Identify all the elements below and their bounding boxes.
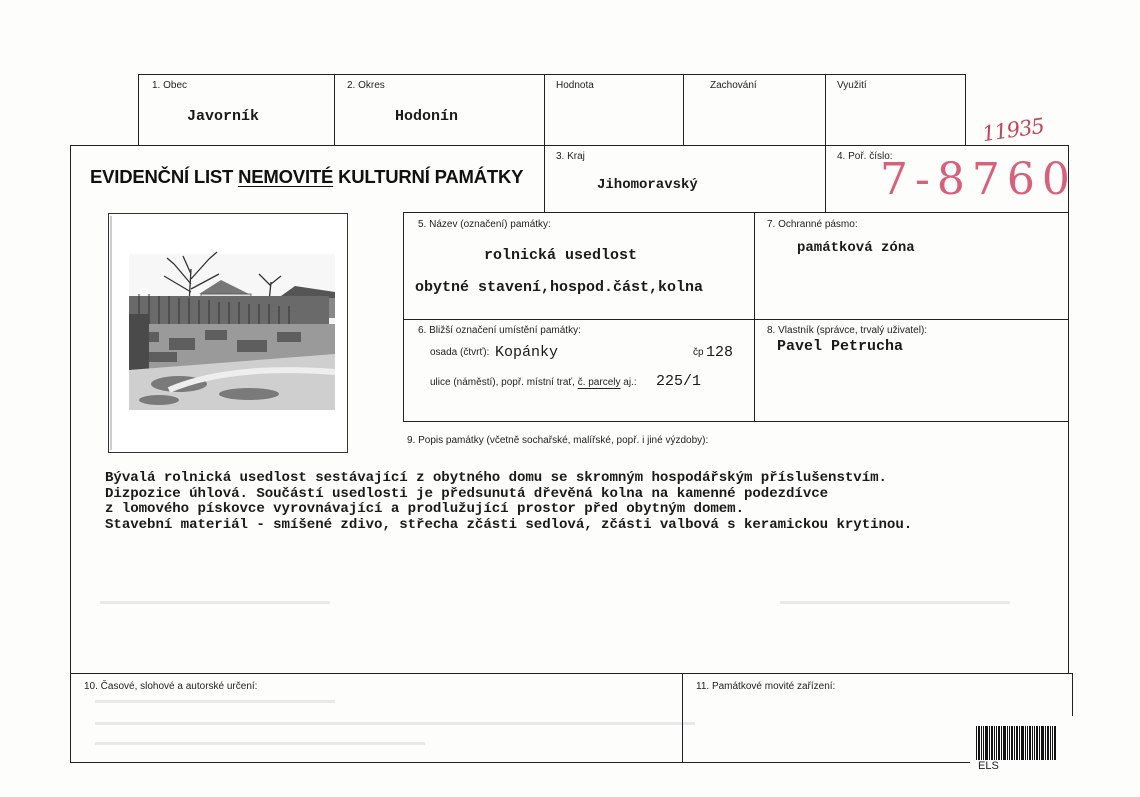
casove-label: 10. Časové, slohové a autorské určení: [84, 681, 258, 692]
page-title [90, 166, 523, 188]
vlastnik-label: 8. Vlastník (správce, trvalý uživatel): [767, 325, 928, 336]
photo-image [109, 214, 347, 452]
ochranne-pasmo-label: 7. Ochranné pásmo: [767, 219, 858, 230]
popis-line-2: Dizpozice úhlová. Součástí usedlosti je předsunutá dřevěná kolna na kamenné podezdívce [105, 485, 829, 502]
okres-label: 2. Okres [347, 80, 385, 91]
obec-label: 1. Obec [152, 80, 188, 91]
barcode-label [970, 716, 1080, 776]
ulice-label [430, 377, 637, 388]
ulice-label-c: aj.: [620, 377, 637, 388]
nazev-line2: obytné stavení,hospod.část,kolna [415, 279, 704, 296]
hodnota-label: Hodnota [556, 80, 594, 91]
por-cislo-stamp: 7-8760 [880, 154, 1077, 205]
cp-label: čp [693, 347, 704, 358]
osada-value: Kopánky [495, 344, 559, 361]
vyuziti-label: Využití [837, 80, 867, 91]
monument-photo [108, 213, 348, 453]
popis-line-4: Stavební materiál - smíšené zdivo, střecha zčásti sedlová, zčásti valbová s keramickou krytinou. [105, 516, 913, 533]
barcode-text: ELS [978, 760, 999, 772]
kraj-label: 3. Kraj [556, 151, 585, 162]
vlastnik-value: Pavel Petrucha [777, 338, 904, 355]
umisteni-label: 6. Bližší označení umístění památky: [418, 325, 581, 336]
parcela-value: 225/1 [656, 373, 702, 390]
okres-value: Hodonín [395, 108, 459, 125]
cp-value: 128 [706, 344, 734, 361]
movite-label: 11. Památkové movité zařízení: [696, 681, 836, 692]
nazev-line1: rolnická usedlost [484, 247, 638, 264]
popis-line-3: z lomového pískovce vyrovnávající a prodlužující prostor před obytným domem. [105, 501, 744, 517]
popis-text [105, 471, 912, 533]
ulice-label-b: č. parcely [577, 377, 621, 388]
handwritten-number: 11935 [980, 113, 1046, 147]
kraj-value: Jihomoravský [597, 177, 698, 193]
popis-line-1: Bývalá rolnická usedlost sestávající z obytného domu se skromným hospodářským příslušenstvím. [105, 470, 887, 486]
title-part1: EVIDENČNÍ LIST [90, 166, 239, 187]
osada-label: osada (čtvrť): [430, 347, 490, 358]
ulice-label-a: ulice (náměstí), popř. místní trať, [430, 377, 578, 388]
por-cislo-label: 4. Poř. číslo: [837, 151, 893, 162]
nazev-label: 5. Název (označení) památky: [418, 219, 551, 230]
barcode [976, 726, 1076, 760]
zachovani-label: Zachování [710, 80, 757, 91]
title-part3: KULTURNÍ PAMÁTKY [333, 166, 524, 187]
popis-label: 9. Popis památky (včetně sochařské, malířské, popř. i jiné výzdoby): [407, 435, 709, 446]
title-part2: NEMOVITÉ [238, 166, 334, 187]
ochranne-pasmo-value: památková zóna [797, 240, 915, 256]
obec-value: Javorník [187, 108, 260, 125]
